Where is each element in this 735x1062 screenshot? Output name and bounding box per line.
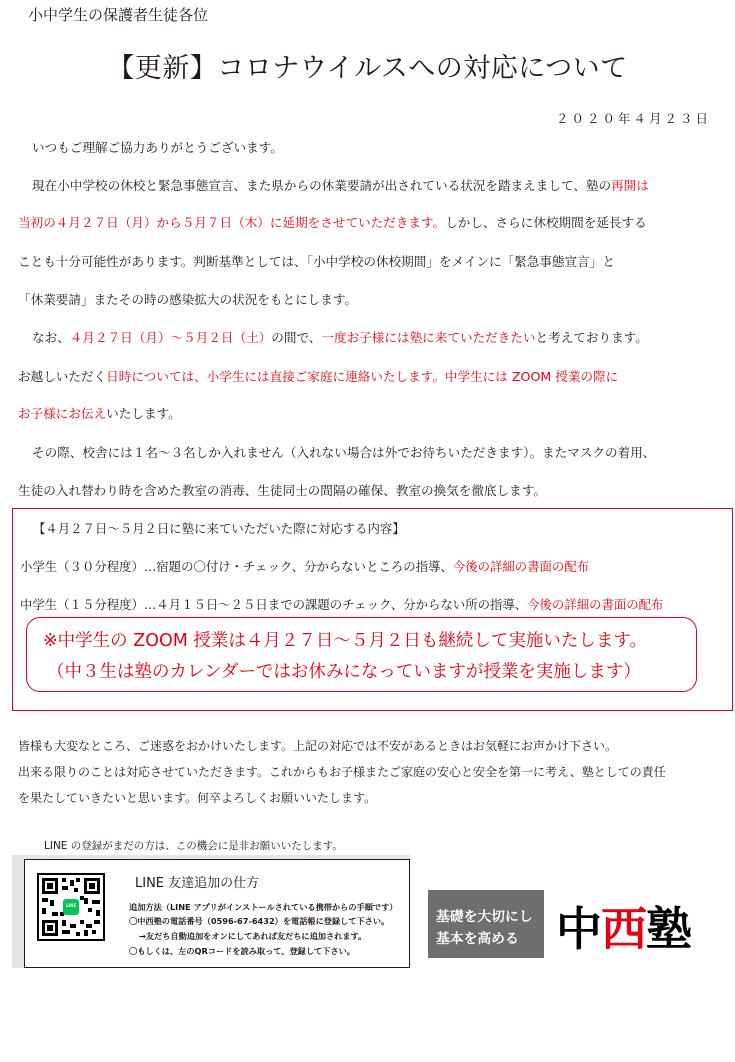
slogan-banner — [428, 890, 544, 958]
qr-code-icon[interactable] — [37, 873, 105, 941]
text: 現在小中学校の休校と緊急事態宣言、また県からの休業要請が出されている状況を踏まえまして、塾の — [32, 178, 612, 193]
school-logo — [556, 893, 691, 959]
line-step-0: 追加方法（LINE アプリがインストールされている携帯からの手順です） — [129, 902, 398, 912]
paragraph-3-line-2: 生徒の入れ替わり時を含めた教室の消毒、生徒同士の間隔の確保、教室の換気を徹底します。 — [18, 483, 546, 498]
paragraph-2-line-1 — [32, 330, 648, 346]
text: お越しいただく — [18, 369, 107, 384]
paragraph-2-line-3 — [18, 406, 181, 422]
logo-char-1: 中 — [556, 902, 601, 956]
document-date: ２０２０年４月２３日 — [555, 111, 711, 126]
logo-char-3: 塾 — [646, 902, 691, 956]
paragraph-1-line-3: ことも十分可能性があります。判断基準としては、「小中学校の休校期間」をメインに「緊急事態宣言」と — [18, 254, 615, 269]
text: しかし、さらに休校期間を延長する — [445, 215, 647, 230]
line-add-friend-box — [24, 859, 410, 968]
closing-line-3: を果たしていきたいと思います。何卒よろしくお願いいたします。 — [18, 791, 377, 805]
zoom-notice-line-2: （中３生は塾のカレンダーではお休みになっていますが授業を実施します） — [47, 662, 641, 682]
highlight: ４月２７日（月）～５月２日（土） — [69, 330, 272, 345]
text: いたします。 — [106, 406, 181, 421]
greeting: いつもご理解ご協力ありがとうございます。 — [32, 140, 283, 155]
qr-line-label: LINE — [65, 903, 77, 908]
text: 中学生（１５分程度）…４月１５日～２５日までの課題のチェック、分からない所の指導、 — [20, 597, 528, 612]
closing-line-2: 出来る限りのことは対応させていただきます。これからもお子様またご家庭の安心と安全を第一に考え、塾としての責任 — [18, 765, 666, 779]
line-notice: LINE の登録がまだの方は、この機会に是非お願いいたします。 — [44, 840, 343, 852]
highlight: 一度お子様には塾に来ていただきたい — [321, 330, 536, 345]
line-step-2: 〇もしくは、左のQRコードを読み取って、登録して下さい。 — [129, 946, 355, 956]
line-step-1: 〇中西塾の電話番号（0596-67-6432）を電話帳に登録して下さい。 — [129, 916, 390, 926]
paragraph-3-line-1: その際、校舎には１名～３名しか入れません（入れない場合は外でお待ちいただきます）。またマスクの着用、 — [32, 445, 656, 460]
paragraph-1-line-1 — [32, 178, 649, 194]
text: と考えております。 — [535, 330, 648, 345]
closing-line-1: 皆様も大変なところ、ご迷惑をおかけいたします。上記の対応では不安があるときはお気軽にお声かけ下さい。 — [18, 739, 618, 753]
text: 小学生（３０分程度）…宿題の〇付け・チェック、分からないところの指導、 — [20, 559, 453, 574]
paragraph-1-line-2 — [18, 215, 647, 231]
paragraph-1-line-4: 「休業要請」またその時の感染拡大の状況をもとにします。 — [18, 292, 358, 307]
slogan-line-2: 基本を高める — [436, 931, 519, 947]
highlight: 今後の詳細の書面の配布 — [452, 559, 590, 574]
text: なお、 — [32, 330, 70, 345]
page-title: 【更新】コロナウイルスへの対応について — [107, 53, 628, 84]
text: の間で、 — [271, 330, 322, 345]
logo-char-2: 西 — [601, 902, 646, 956]
line-step-1-note: →友だち自動追加をオンにしてあれば友だちに追加されます。 — [139, 931, 367, 941]
slogan-line-1: 基礎を大切にし — [436, 909, 533, 925]
addressee: 小中学生の保護者生徒各位 — [28, 6, 209, 24]
response-heading: 【４月２７日～５月２日に塾に来ていただいた際に対応する内容】 — [33, 521, 405, 536]
response-box — [12, 508, 733, 711]
elementary-response — [20, 557, 589, 575]
highlight: 今後の詳細の書面の配布 — [527, 597, 664, 612]
highlight: 当初の４月２７日（月）から５月７日（木）に延期をさせていただきます。 — [18, 215, 446, 230]
zoom-notice-line-1: ※中学生の ZOOM 授業は４月２７日～５月２日も継続して実施いたします。 — [43, 631, 648, 651]
paragraph-2-line-2 — [18, 369, 618, 385]
junior-high-response — [20, 595, 663, 613]
highlight: お子様にお伝え — [18, 406, 107, 421]
highlight: 日時については、小学生には直接ご家庭に連絡いたします。中学生には ZOOM 授業の際に — [106, 369, 619, 384]
zoom-notice-box — [26, 617, 697, 692]
line-heading: LINE 友達追加の仕方 — [135, 876, 260, 891]
highlight: 再開は — [611, 178, 649, 193]
